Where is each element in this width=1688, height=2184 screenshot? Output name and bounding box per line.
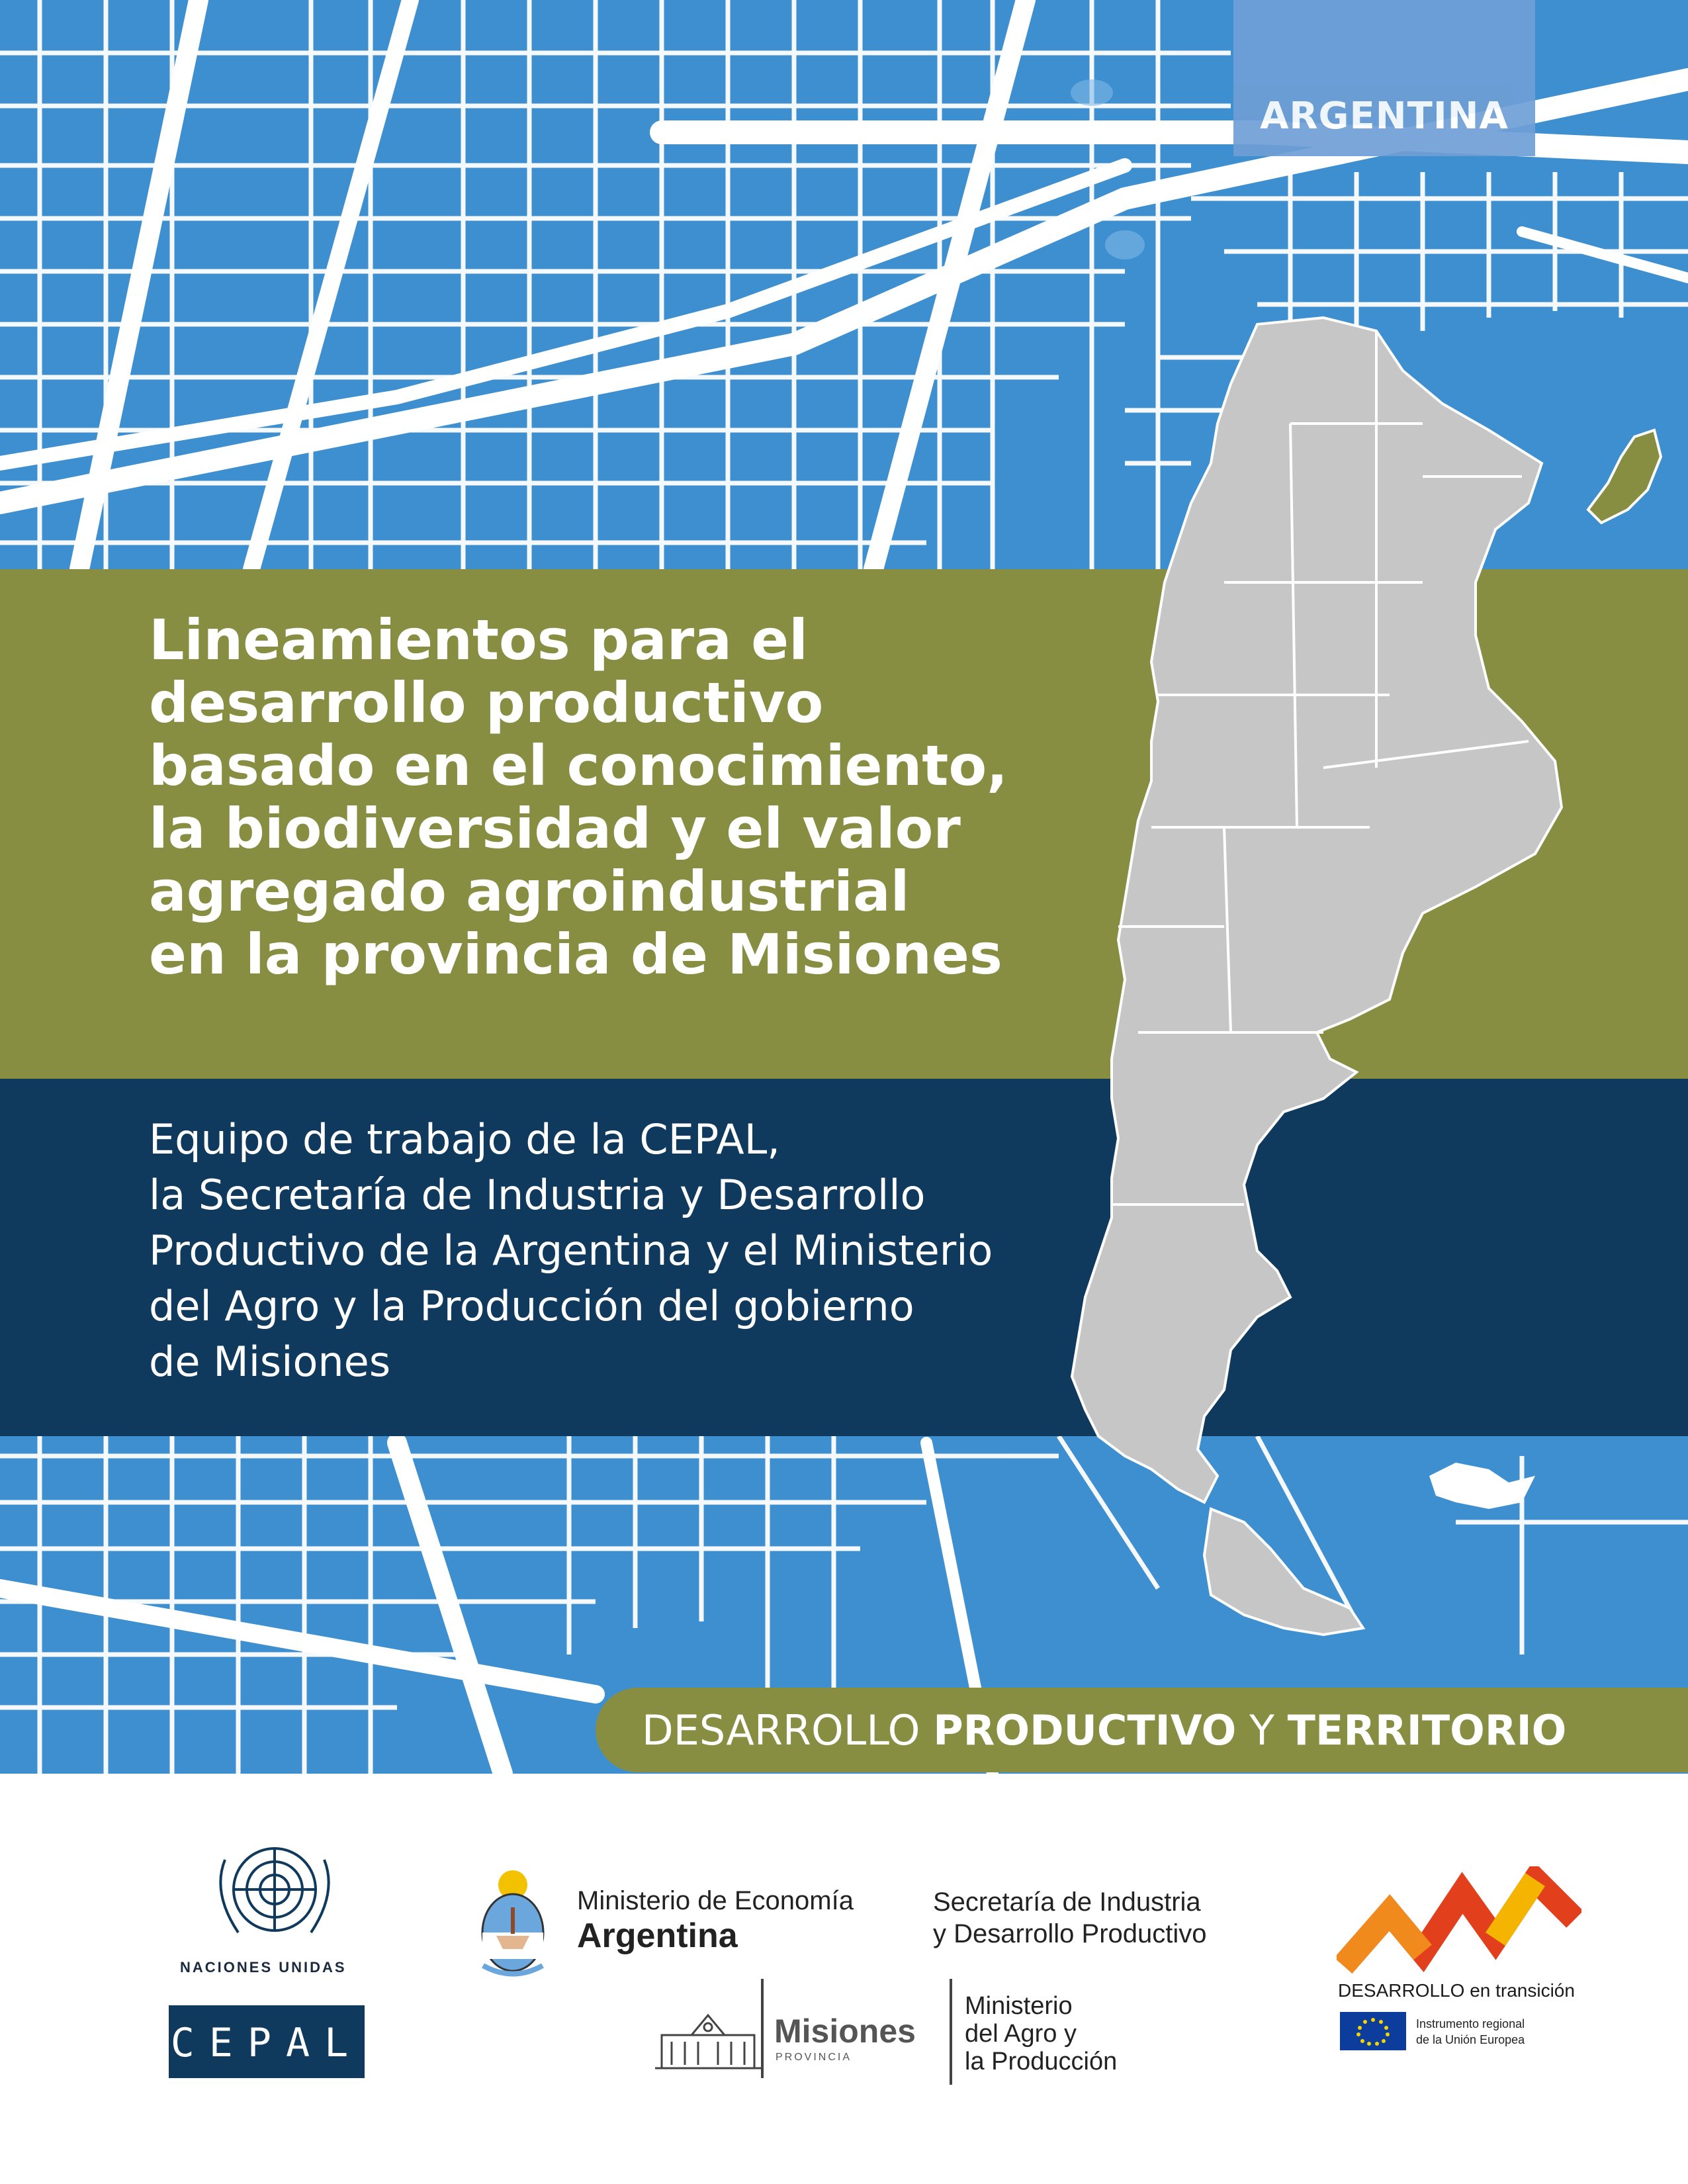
author-line: Equipo de trabajo de la CEPAL, (149, 1115, 780, 1163)
agro-line2: del Agro y (965, 2020, 1077, 2048)
det-label (1338, 1980, 1575, 2001)
title-line: la biodiversidad y el valor (149, 796, 961, 861)
det-label-part1: DESARROLLO (1338, 1980, 1465, 2001)
misiones-building-icon (652, 2005, 764, 2071)
islas-malvinas (1429, 1463, 1535, 1509)
un-label: NACIONES UNIDAS (180, 1959, 347, 1976)
cepal-label: CEPAL (170, 2020, 363, 2066)
agro-divider (950, 1979, 952, 2085)
series-part: DESARROLLO (642, 1706, 920, 1754)
secretaria-line1: Secretaría de Industria (933, 1888, 1201, 1917)
misiones-divider (761, 1979, 764, 2078)
country-tag-label: ARGENTINA (1260, 95, 1509, 138)
desarrollo-en-transicion-logo-icon (1337, 1866, 1581, 1979)
eu-line2: de la Unión Europea (1416, 2033, 1525, 2046)
title-line: desarrollo productivo (149, 670, 824, 735)
series-part: Y (1249, 1706, 1274, 1754)
ministerio-economia-line2: Argentina (577, 1917, 738, 1955)
title-line: basado en el conocimiento, (149, 733, 1008, 798)
title-line: agregado agroindustrial (149, 859, 910, 924)
un-emblem-icon (199, 1833, 351, 1959)
series-banner (596, 1688, 1688, 1772)
argentina-outline (1072, 318, 1562, 1502)
author-line: del Agro y la Producción del gobierno (149, 1282, 914, 1330)
series-label (642, 1706, 1566, 1754)
author-line: la Secretaría de Industria y Desarrollo (149, 1171, 926, 1219)
misiones-label: Misiones (774, 2013, 916, 2050)
secretaria-line2: y Desarrollo Productivo (933, 1919, 1207, 1948)
misiones-sub-label: PROVINCIA (776, 2052, 852, 2063)
series-part-bold: PRODUCTIVO (933, 1706, 1237, 1754)
title-line: Lineamientos para el (149, 608, 808, 672)
eu-line1: Instrumento regional (1416, 2017, 1525, 2030)
ministerio-economia-line1: Ministerio de Economía (577, 1886, 854, 1915)
tierra-del-fuego (1204, 1509, 1363, 1635)
eu-flag-icon (1340, 2012, 1406, 2050)
misiones-province (1588, 430, 1661, 523)
cepal-logo (169, 2005, 365, 2078)
title-line: en la provincia de Misiones (149, 922, 1002, 987)
agro-line1: Ministerio (965, 1992, 1073, 2020)
det-label-part2: en transición (1470, 1980, 1575, 2001)
author-line: de Misiones (149, 1338, 391, 1386)
author-line: Productivo de la Argentina y el Ministerio (149, 1226, 993, 1275)
series-part-bold: TERRITORIO (1287, 1706, 1567, 1754)
argentina-coat-of-arms-icon (476, 1866, 549, 1979)
agro-line3: la Producción (965, 2048, 1118, 2075)
